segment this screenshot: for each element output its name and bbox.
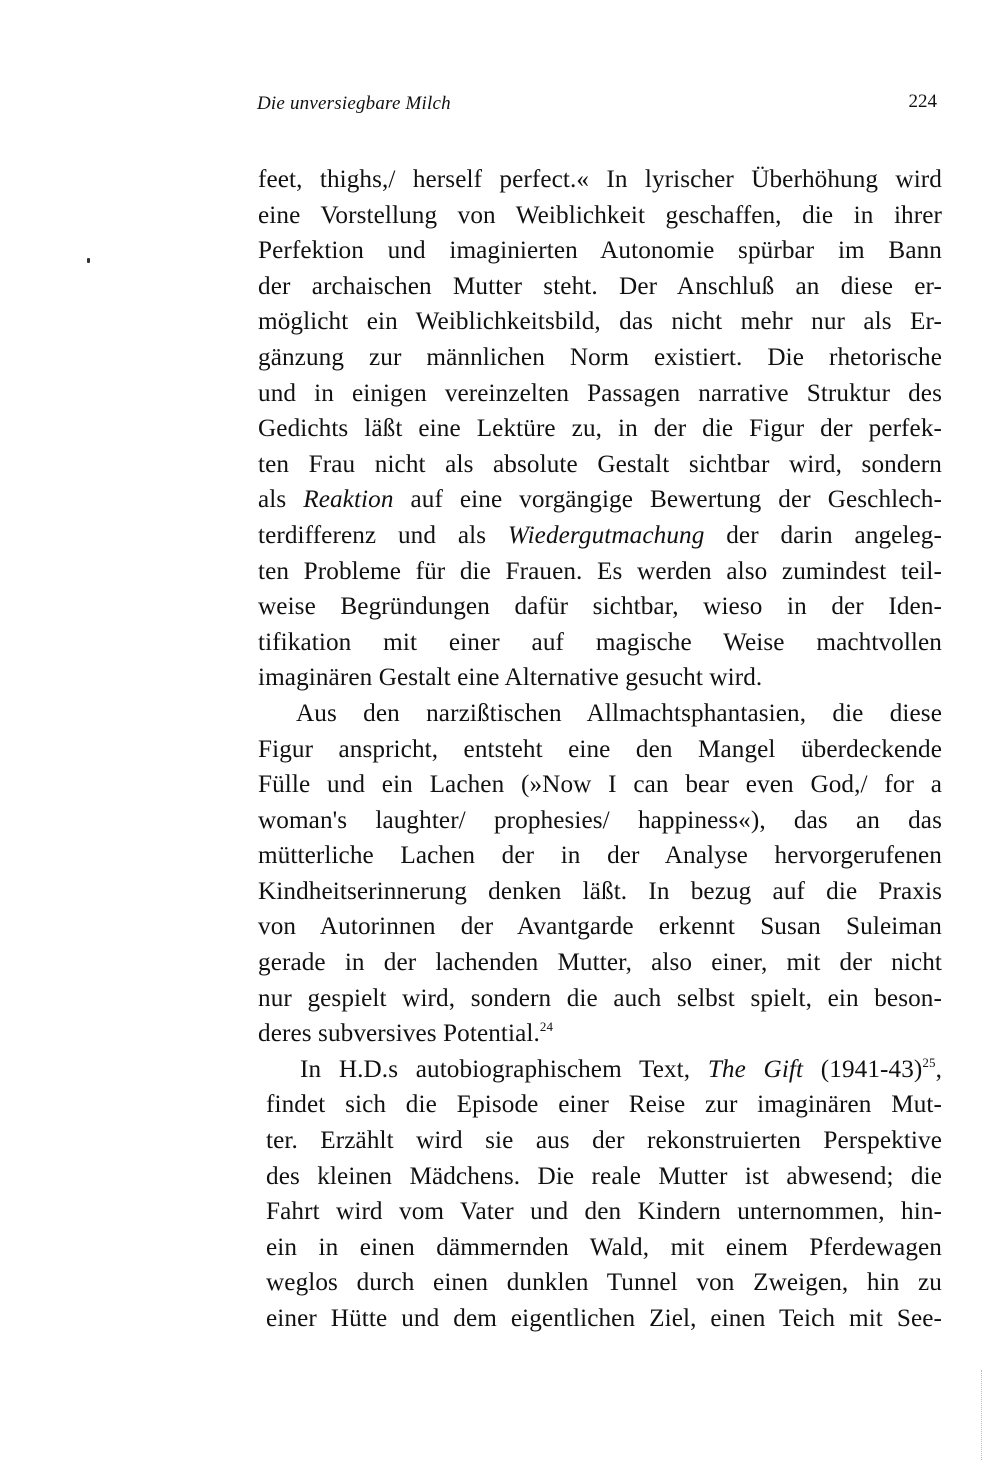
italic-term: Wiedergutmachung xyxy=(507,521,705,549)
text-line xyxy=(258,518,942,554)
text-line: Gedichts läßt eine Lektüre zu, in der die Figur der perfek- xyxy=(258,415,942,443)
paragraph-3 xyxy=(258,1052,942,1337)
text-line xyxy=(258,482,942,518)
page-number: 224 xyxy=(908,91,937,112)
text-line: Aus den narzißtischen Allmachtsphantasien, die diese xyxy=(296,699,942,727)
paragraph-2 xyxy=(258,696,942,1052)
text-line: nur gespielt wird, sondern die auch selbst spielt, ein beson- xyxy=(258,984,942,1012)
paragraph-1 xyxy=(258,162,942,696)
text-run: auf eine vorgängige Bewertung der Geschlech- xyxy=(393,486,942,514)
text-line: möglicht ein Weiblichkeitsbild, das nicht mehr nur als Er- xyxy=(258,308,942,336)
text-line: mütterliche Lachen der in der Analyse hervorgerufenen xyxy=(258,842,942,870)
text-line: imaginären Gestalt eine Alternative gesucht wird. xyxy=(258,664,763,692)
text-line: Figur anspricht, entsteht eine den Mangel überdeckende xyxy=(258,735,942,763)
text-line: eine Vorstellung von Weiblichkeit geschaffen, die in ihrer xyxy=(258,201,942,229)
text-line: findet sich die Episode einer Reise zur imaginären Mut- xyxy=(266,1091,942,1119)
text-run: In H.D.s autobiographischem Text, xyxy=(300,1055,708,1083)
text-line: Fahrt wird vom Vater und den Kindern unternommen, hin- xyxy=(266,1198,942,1226)
scan-edge-marks xyxy=(979,1370,982,1460)
text-line xyxy=(258,1052,942,1088)
text-run: der darin angeleg- xyxy=(704,521,942,549)
text-line: Perfektion und imaginierten Autonomie spürbar im Bann xyxy=(258,237,942,265)
text-line: gerade in der lachenden Mutter, also einer, mit der nicht xyxy=(258,949,942,977)
text-line: Fülle und ein Lachen (»Now I can bear even God,/ for a xyxy=(258,771,942,799)
margin-mark xyxy=(87,258,90,263)
text-line: Kindheitserinnerung denken läßt. In bezug auf die Praxis xyxy=(258,877,942,905)
italic-term: Reaktion xyxy=(303,486,394,514)
text-line: feet, thighs,/ herself perfect.« In lyrischer Überhöhung wird xyxy=(258,166,942,193)
text-line: ten Probleme für die Frauen. Es werden also zumindest teil- xyxy=(258,557,942,585)
text-line: des kleinen Mädchens. Die reale Mutter ist abwesend; die xyxy=(266,1162,942,1190)
text-line: und in einigen vereinzelten Passagen narrative Struktur des xyxy=(258,379,942,407)
text-line xyxy=(258,1016,942,1052)
text-run: deres subversives Potential. xyxy=(258,1020,540,1048)
footnote-ref[interactable]: 24 xyxy=(539,1019,554,1035)
text-run: als xyxy=(258,486,304,514)
text-line: weglos durch einen dunklen Tunnel von Zweigen, hin zu xyxy=(266,1269,942,1297)
text-line: von Autorinnen der Avantgarde erkennt Susan Suleiman xyxy=(258,913,942,941)
text-line: einer Hütte und dem eigentlichen Ziel, einen Teich mit See- xyxy=(266,1305,942,1332)
text-run: , xyxy=(935,1055,943,1083)
text-line: woman's laughter/ prophesies/ happiness«), das an das xyxy=(258,806,942,834)
text-run: (1941-43) xyxy=(803,1055,923,1083)
text-run: terdifferenz und als xyxy=(258,521,508,549)
body-text xyxy=(258,162,942,1337)
text-line: der archaischen Mutter steht. Der Anschluß an diese er- xyxy=(258,272,942,300)
text-line: tifikation mit einer auf magische Weise machtvollen xyxy=(258,628,942,656)
text-line: weise Begründungen dafür sichtbar, wieso in der Iden- xyxy=(258,593,942,621)
running-header xyxy=(257,93,937,123)
text-line: ter. Erzählt wird sie aus der rekonstruierten Perspektive xyxy=(266,1127,942,1155)
footnote-ref[interactable]: 25 xyxy=(922,1054,936,1070)
italic-title: The Gift xyxy=(707,1055,804,1083)
running-title: Die unversiegbare Milch xyxy=(257,93,451,114)
text-line: ten Frau nicht als absolute Gestalt sichtbar wird, sondern xyxy=(258,450,942,478)
text-line: gänzung zur männlichen Norm existiert. Die rhetorische xyxy=(258,343,942,371)
text-line: ein in einen dämmernden Wald, mit einem Pferdewagen xyxy=(266,1233,942,1261)
